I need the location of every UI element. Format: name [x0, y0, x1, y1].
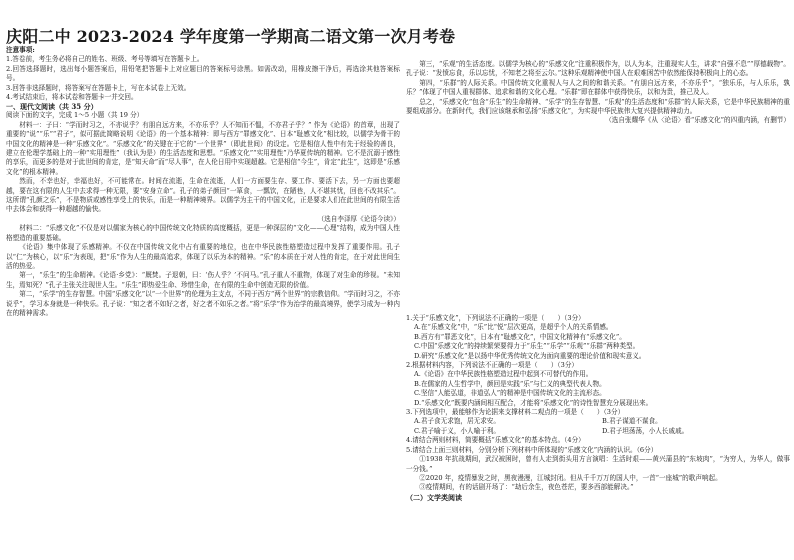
material2-para-4: 第二，“乐学”的生存智慧。中国“乐感文化”以“一个世界”的伦理为主支点，不同于西方“两个世界”的宗教信仰。“学而时习之，不亦说乎”，学习本身就是一种快乐。孔子说：“知之者不如好之者，好之者不如乐之者。”将“乐学”作为治学的最高境界，使学习成为一种内在的精神需求。: [6, 290, 400, 317]
notice-heading: 注意事项:: [6, 46, 35, 54]
notice-item-3: 3.回答非选择题时，将答案写在答题卡上，写在本试卷上无效。: [6, 83, 191, 92]
question-1-option-a[interactable]: A.在“乐感文化”中，“乐”比“悦”层次更高，是超乎个人的关系情感。: [414, 323, 613, 332]
material2-para-6: 第四，“乐群”的人际关系。中国传统文化重视人与人之间的和谐关系。“有朋自远方来，不亦乐乎”，“独乐乐，与人乐乐，孰乐？”体现了中国人重视群体、追求和谐的文化心理。“乐群”即在群体中获得快乐，以和为贵，推己及人。: [406, 78, 790, 97]
question-3-options-row-2: [406, 427, 790, 436]
material2-source: （选自张耀华《从〈论语〉看“乐感文化”的四重内涵，有删节）: [605, 116, 790, 125]
questions-block: [406, 314, 790, 502]
question-3-option-d[interactable]: D.君子坦荡荡，小人长戚戚。: [602, 426, 689, 435]
material1-para-2: 然而，不幸也好，幸福也好，不可能常在。时间在流逝，生命在流逝，人们一方面要生存、要工作、要活下去，另一方面也要超越，要在这有限的人生中去求得一种无限，要“安身立命”。孔子的弟子颜回“一箪食，一瓢饮，在陋巷，人不堪其忧，回也不改其乐”。这所谓“孔颜之乐”，不是物质或感性享受上的快乐，而是一种精神境界。以儒学为主干的中国文化，正是要求人们在此世间的有限生活中去体会和获得一种超越的愉快。: [6, 177, 400, 214]
question-3-option-c[interactable]: C.君子喻于义，小人喻于利。: [414, 426, 501, 435]
question-1-option-d[interactable]: D.研究“乐感文化”是以扬中华优秀传统文化为面向重要的理论价值和现实意义。: [414, 351, 646, 360]
section1-subheading: 阅读下面的文字，完成 1～5 小题（共 19 分）: [6, 111, 144, 120]
material1-source: （选自李泽厚《论语今读》）: [317, 214, 400, 223]
material2-continued: [406, 60, 790, 126]
question-3-option-a[interactable]: A.君子食无求饱，居无求安。: [414, 417, 500, 426]
material2-para-5: 第三，“乐观”的生活态度。以儒学为核心的“乐感文化”注重积极作为，以人为本，注重现实人生，讲求“自强不息”“厚德载物”。孔子说：“发愤忘食，乐以忘忧，不知老之将至云尔。”这种乐观精神使中国人在艰难困苦中依然能保持积极向上的心态。: [406, 60, 790, 78]
section1-block: [6, 102, 400, 318]
question-5-item-3: ③疫情期间，有的话剧开场了：“劫后余生，夜色苍茫，要多西部能解决。”: [419, 483, 634, 492]
material2-para-1: 材料二：“乐感文化”不仅是对以儒家为核心的中国传统文化特质的高度概括，更是一种深层的“文化——心理”结构，成为中国人性格塑造的重要基础。: [6, 224, 400, 242]
notice-item-1: 1.答卷前，考生务必将自己的姓名、班级、考号等填写在答题卡上。: [6, 55, 204, 64]
question-3-option-b[interactable]: B.君子谋道不谋食。: [602, 417, 662, 426]
question-4-stem: 4.请结合两则材料，简要概括“乐感文化”的基本特点。（4分）: [406, 436, 585, 445]
material2-para-3: 第一，“乐生”的生命精神。《论语·乡党》：“厩焚。子退朝，曰：‘伤人乎？’不问马。”孔子重人不重物，体现了对生命的珍视。“未知生，焉知死？”孔子主张关注现世人生。“乐生”即热爱生命、珍惜生命，在有限的生命中创造无限的价值。: [6, 271, 400, 289]
question-2-option-d[interactable]: D.“乐感文化”既要内涵间相互配合，才能将“乐感文化”的诗性智慧充分展现出来。: [414, 398, 653, 407]
exam-title: 庆阳二中 2023-2024 学年度第一学期高二语文第一次月考卷: [6, 27, 456, 46]
part2-heading: （二）文学类阅读: [406, 492, 462, 502]
material1-para-1: 材料一：子曰：“学而时习之，不亦说乎？有朋自远方来，不亦乐乎？人不知而不愠，不亦君子乎？” 作为《论语》的首章，出现了重要的“说”“乐”“君子”，似可据此简略说明《论语》的一个基本精神：即与西方“罪感文化”、日本“耻感文化”相比较，以儒学为骨干的中国文化的精神是一种“乐感文化”。“乐感文化”的关键在于它的“一个世界”（即此世间）的设定。它是相信人性中有先于经验的善良，建立在伦理学基础上的一种“实用理性”（我认为是）的生活态度和思想。“乐感文化”“实用理性”乃华夏传统的精神。它不是沉溺于感性的享乐，而更多的是对于此世间的肯定，是“知天命”而“尽人事”，在人伦日用中实现超越。它是相信“今生”，肯定“此生”，这即是“乐感文化”的根本精神。: [6, 120, 400, 176]
question-1-option-b[interactable]: B.西方有“罪恶文化”，日本有“耻感文化”，中国文化精神有“乐感文化”。: [414, 332, 626, 341]
notice-item-4: 4.考试结束后，将本试卷和答题卡一并交回。: [6, 93, 138, 102]
question-2-option-a[interactable]: A.《论语》在中华民族性格塑造过程中起到不可替代的作用。: [414, 370, 593, 379]
question-1-option-c[interactable]: C.中国“乐感文化”的持续繁荣要得力于“乐生”“乐学”“乐观”“乐群”两种类型。: [414, 342, 640, 351]
section1-heading: 一、现代文阅读（共 35 分）: [6, 102, 98, 111]
question-5-item-1: ①1938 年抗战期间，武汉被困时，曾有人走到街头用方言演唱：生活时艰——黄兴蒲县的“东坡肉”，“为穷人，为华人，做事一分钱。”: [406, 455, 790, 473]
question-3-stem: 3.下列选项中，最能够作为论据来支撑材料二观点的一项是（ ）（3分）: [406, 408, 625, 417]
notice-block: [6, 46, 400, 102]
question-2-option-c[interactable]: C.坚信“人能弘道，非道弘人”的精神是中国传统文化的主流形态。: [414, 389, 606, 398]
notice-item-2: 2.回答选择题时，选出每小题答案后，用铅笔把答题卡上对应题目的答案标号涂黑。如需改动，用橡皮擦干净后，再选涂其他答案标号。: [6, 64, 400, 83]
question-3-options-row-1: [406, 417, 790, 426]
question-1-stem: 1.关于“乐感文化”，下列说法不正确的一项是（ ）（3分）: [406, 314, 585, 322]
material2-para-7: 总之，“乐感文化”包含“乐生”的生命精神、“乐学”的生存智慧、“乐观”的生活态度和“乐群”的人际关系，它是中华民族精神的重要组成部分。在新时代，我们应该继承和弘扬“乐感文化”，为实现中华民族伟大复兴提供精神动力。: [406, 97, 790, 116]
question-5-item-2: ②2020 年，疫情暴发之时，黑夜漫漫，江城封闭。但从千千万万的国人中，一首“一座城”的歌声响起。: [419, 473, 722, 482]
question-5-stem: 5.请结合上面三则材料，分别分析下列材料中所体现的“乐感文化”内涵的认识。（6分）: [406, 445, 658, 454]
question-2-stem: 2.根据材料内容，下列说法不正确的一项是（ ）（3分）: [406, 361, 579, 370]
material2-para-2: 《论语》集中体现了乐感精神。不仅在中国传统文化中占有重要的地位，也在中华民族性格塑造过程中发挥了重要作用。孔子以“仁”为核心，以“乐”为表现，把“乐”作为人生的最高追求，体现了以乐为本的精神。“乐”的本质在于对人性的肯定，在于对此世间生活的热爱。: [6, 243, 400, 270]
question-2-option-b[interactable]: B.在儒家的人生哲学中，颜回是实践“乐”与仁义的典型代表人物。: [414, 379, 606, 388]
